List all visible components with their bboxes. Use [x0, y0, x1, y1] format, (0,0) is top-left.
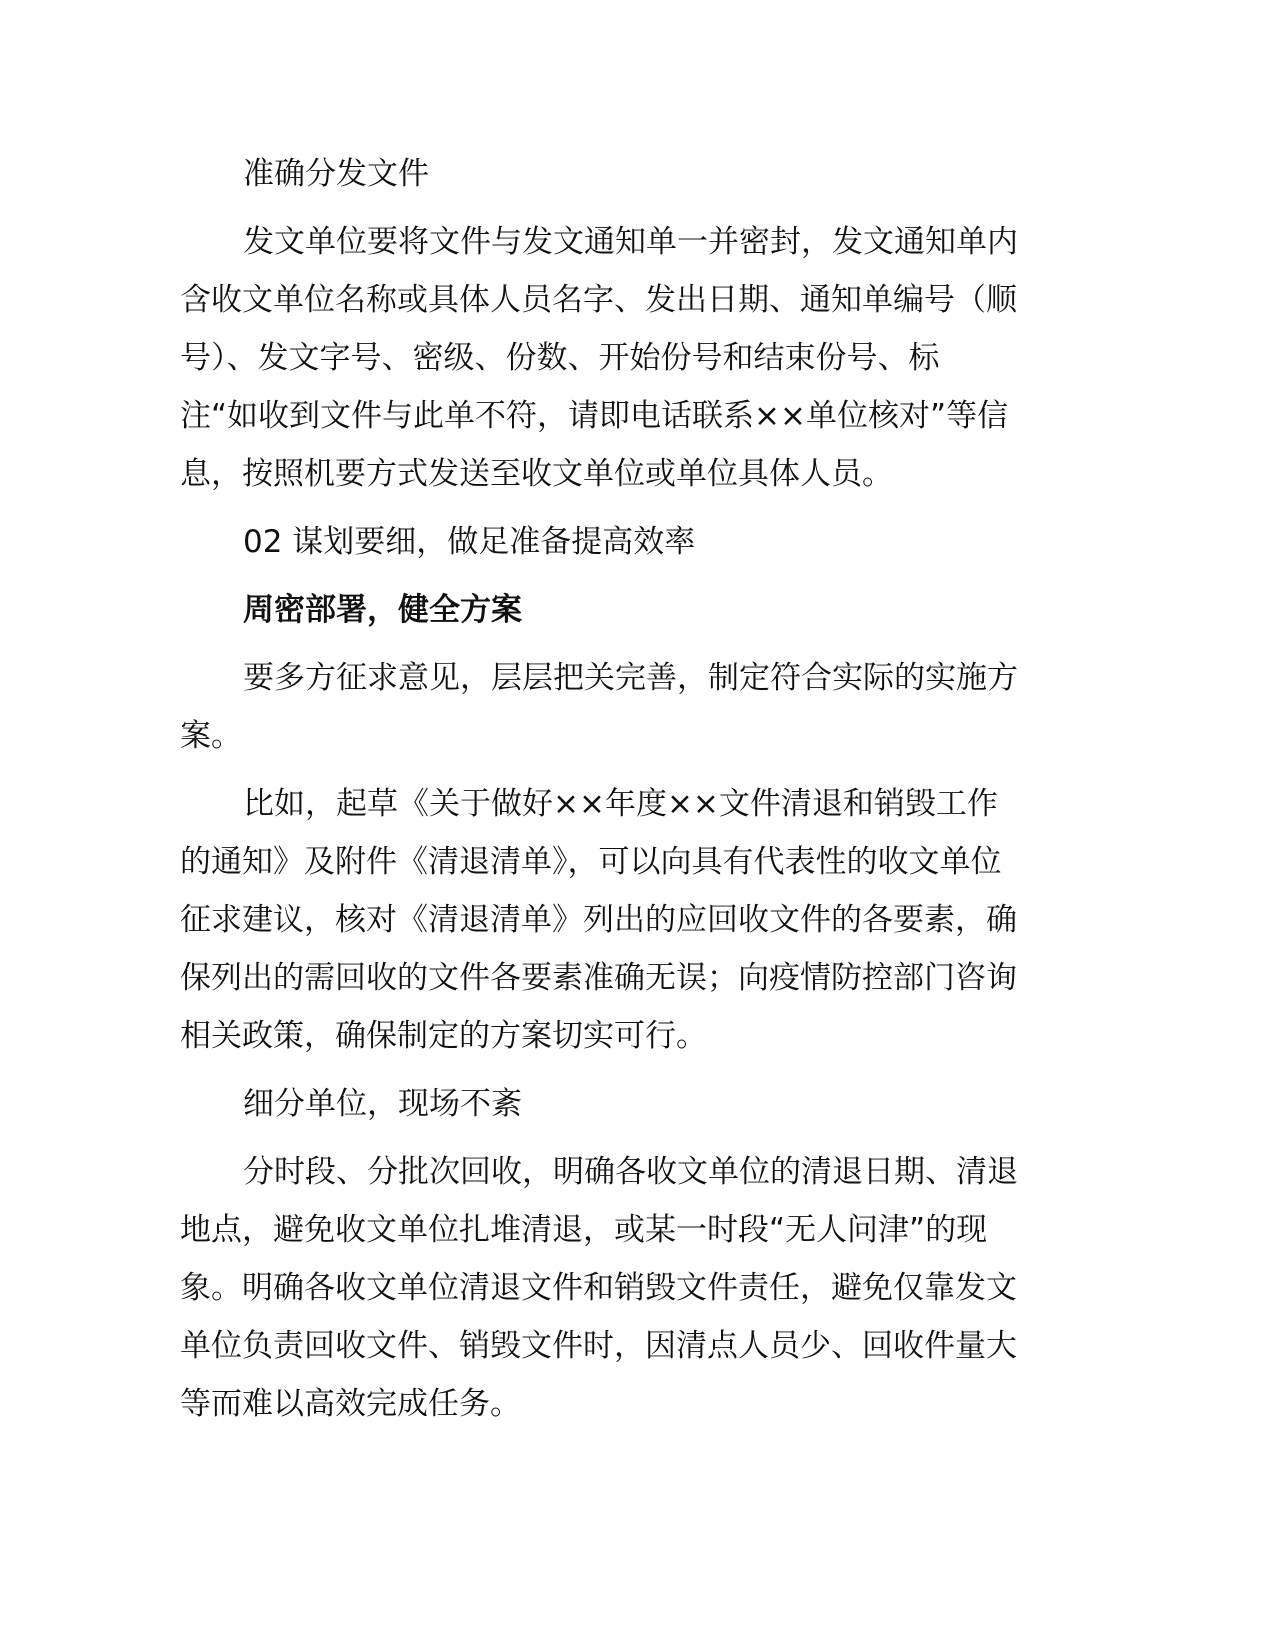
document-page	[180, 145, 1100, 1433]
text-line: 要多方征求意见，层层把关完善，制定符合实际的实施方	[243, 660, 1018, 696]
text-line: 案。	[180, 718, 242, 754]
text-line: 比如，起草《关于做好××年度××文件清退和销毁工作	[243, 786, 998, 822]
text-line: 保列出的需回收的文件各要素准确无误；向疫情防控部门咨询	[180, 960, 1017, 996]
paragraph-solicit-opinions	[180, 649, 1100, 765]
section-heading-02	[180, 513, 1100, 571]
text-line: 准确分发文件	[243, 156, 429, 192]
text-line: 号）、发文字号、密级、份数、开始份号和结束份号、标	[180, 340, 940, 376]
text-line: 含收文单位名称或具体人员名字、发出日期、通知单编号（顺	[180, 282, 1017, 318]
paragraph-example	[180, 775, 1100, 1065]
subheading-units	[180, 1075, 1100, 1133]
text-line: 等而难以高效完成任务。	[180, 1386, 521, 1422]
text-line: 单位负责回收文件、销毁文件时，因清点人员少、回收件量大	[180, 1328, 1017, 1364]
paragraph-batches	[180, 1143, 1100, 1433]
text-line: 周密部署，健全方案	[243, 592, 522, 628]
text-line: 注“如收到文件与此单不符，请即电话联系××单位核对”等信	[180, 398, 1009, 434]
text-line: 的通知》及附件《清退清单》，可以向具有代表性的收文单位	[180, 844, 1002, 880]
text-line: 象。明确各收文单位清退文件和销毁文件责任，避免仅靠发文	[180, 1270, 1017, 1306]
paragraph-sealing	[180, 213, 1100, 503]
text-line: 相关政策，确保制定的方案切实可行。	[180, 1018, 707, 1054]
text-line: 地点，避免收文单位扎堆清退，或某一时段“无人问津”的现	[180, 1212, 988, 1248]
heading-distribute-documents	[180, 145, 1100, 203]
subheading-deployment	[180, 581, 1100, 639]
text-line: 征求建议，核对《清退清单》列出的应回收文件的各要素，确	[180, 902, 1017, 938]
text-line: 息，按照机要方式发送至收文单位或单位具体人员。	[180, 456, 893, 492]
text-line: 分时段、分批次回收，明确各收文单位的清退日期、清退	[243, 1154, 1018, 1190]
text-line: 发文单位要将文件与发文通知单一并密封，发文通知单内	[243, 224, 1018, 260]
text-line: 02 谋划要细，做足准备提高效率	[243, 524, 696, 560]
text-line: 细分单位，现场不紊	[243, 1086, 522, 1122]
